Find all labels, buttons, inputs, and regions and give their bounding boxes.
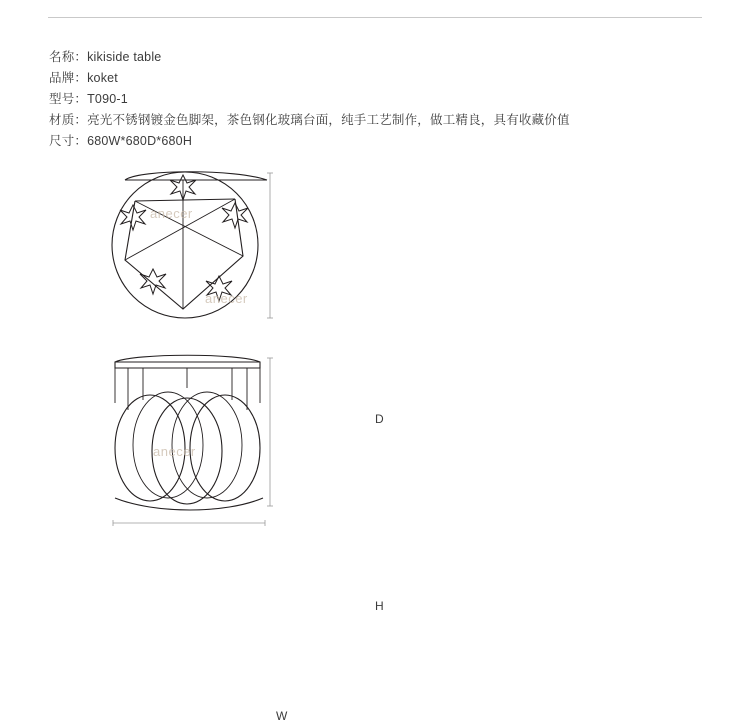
star-node [222,203,248,228]
watermark-text: anecer [150,206,193,221]
header-divider [48,17,702,18]
watermark-text: anecer [153,444,196,459]
watermark-text: anecer [205,291,248,306]
dimension-label-width: W [276,709,288,723]
spec-line-material: 材质：亮光不锈钢镀金色脚架，茶色钢化玻璃台面，纯手工艺制作，做工精良，具有收藏价值 [49,113,570,127]
spec-line-brand: 品牌：koket [49,71,118,85]
spec-line-size: 尺寸：680W*680D*680H [49,134,193,148]
spec-line-model: 型号：T090-1 [49,92,128,106]
dimension-label-height: H [375,599,384,613]
technical-drawing [95,163,425,723]
dimension-label-depth: D [375,412,384,426]
star-node [140,269,166,294]
top-view-drawing [95,163,425,343]
spec-line-name: 名称：kikiside table [49,50,162,64]
star-node [120,205,146,230]
product-spec-list [49,47,709,152]
front-view-drawing [95,348,425,563]
